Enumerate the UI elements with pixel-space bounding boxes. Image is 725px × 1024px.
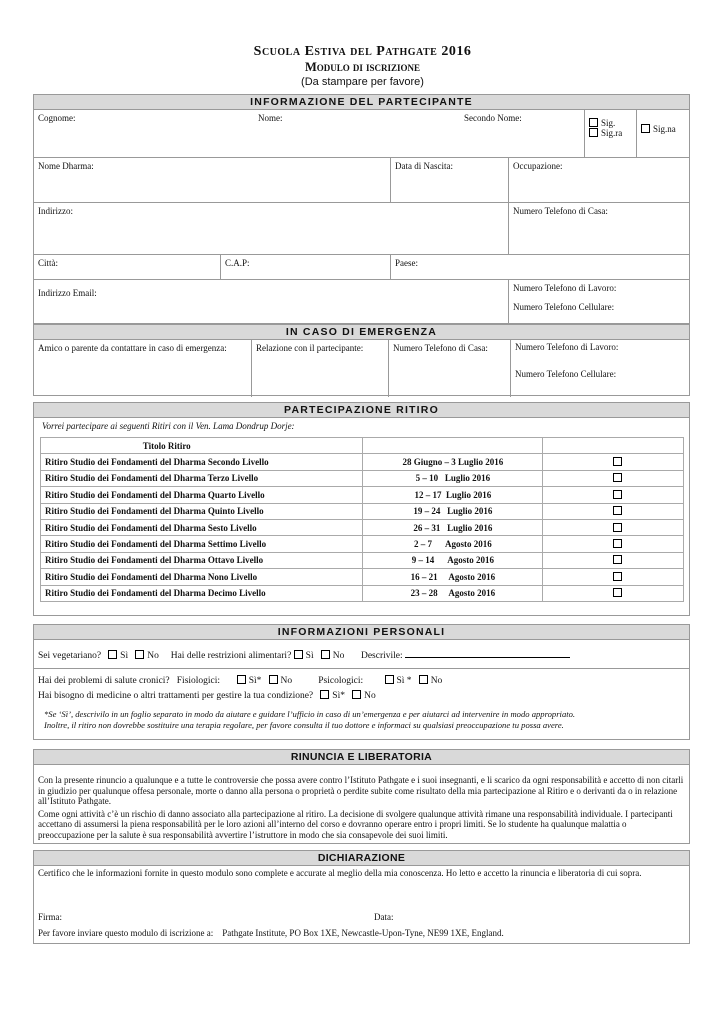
work-phone-label: Numero Telefono di Lavoro: (515, 342, 619, 352)
retreat-section (33, 402, 690, 616)
checkbox-icon[interactable] (589, 118, 598, 127)
checkbox-icon[interactable] (294, 650, 303, 659)
personal-section (33, 624, 690, 740)
section-heading: IN CASO DI EMERGENZA (34, 325, 689, 340)
emergency-phones-field[interactable] (510, 340, 690, 397)
checkbox-icon[interactable] (385, 675, 394, 684)
section-heading: RINUNCIA E LIBERATORIA (34, 750, 689, 765)
city-row (34, 255, 689, 280)
name-label: Nome: (258, 113, 283, 123)
mobile-phone-label: Numero Telefono Cellulare: (513, 302, 615, 312)
date-field[interactable]: Data: (374, 912, 394, 922)
retreat-title: Ritiro Studio dei Fondamenti del Dharma Settimo Livello (41, 536, 363, 552)
send-to-address: Per favore inviare questo modulo di iscrizione a: Pathgate Institute, PO Box 1XE, Newcastle-Upon-Tyne, NE99 1XE, England. (38, 928, 504, 938)
relation-field[interactable]: Relazione con il partecipante: (251, 340, 388, 397)
emergency-home-phone-field[interactable]: Numero Telefono di Casa: (388, 340, 510, 397)
waiver-paragraph-1: Con la presente rinuncio a qualunque e a tutte le controversie che possa avere contro l’Istituto Pathgate e i suoi insegnanti, e li scarico da ogni responsabilità e accetto di non citarli in giudizio per qualunque offesa personale, morte o danno alla persona o proprietà o perdite subite come risultato della mia partecipazione al Ritiro e o derivanti da o in relazione all’Istituto Pathgate. (38, 775, 684, 807)
retreat-date: 16 – 21 Agosto 2016 (363, 569, 543, 585)
retreat-title: Ritiro Studio dei Fondamenti del Dharma Sesto Livello (41, 519, 363, 535)
city-field[interactable]: Città: (38, 258, 58, 268)
retreat-date: 9 – 14 Agosto 2016 (363, 552, 543, 568)
retreat-date: 2 – 7 Agosto 2016 (363, 536, 543, 552)
checkbox-icon[interactable] (589, 128, 598, 137)
waiver-paragraph-2: Come ogni attività c’è un rischio di danno associato alla partecipazione al ritiro. La decisione di svolgere qualunque attività rimane una responsabilità individuale. I partecipanti accettano di assumersi la piena responsabilità per le loro azioni all’interno del corso e dovranno operare entro i propri limiti. Se lo studente ha qualunque malattia o preoccupazione per la salute è sua responsabilità avvertire l’istruttore in modo che sia consapevole dei suoi limiti. (38, 808, 673, 840)
section-heading: DICHIARAZIONE (34, 851, 689, 866)
retreat-title: Ritiro Studio dei Fondamenti del Dharma Nono Livello (41, 569, 363, 585)
checkbox-icon[interactable] (613, 490, 622, 499)
name-row (34, 110, 689, 158)
table-row (41, 503, 684, 519)
home-phone-field[interactable]: Numero Telefono di Casa: (508, 203, 690, 254)
veg-no-label: No (147, 651, 159, 661)
psycho-yes-label: Sì * (396, 676, 412, 686)
health-note-2: Inoltre, il ritiro non dovrebbe sostituire una terapia regolare, per favore consulta il tuo dottore e informaci su qualsiasi preoccupazione tu possa avere. (44, 720, 564, 730)
meds-no-label: No (364, 691, 376, 701)
veg-yes-label: Sì (120, 651, 129, 661)
checkbox-icon[interactable] (108, 650, 117, 659)
emergency-contact-field[interactable]: Amico o parente da contattare in caso di emergenza: (38, 343, 227, 353)
emergency-row (34, 340, 689, 397)
checkbox-icon[interactable] (419, 675, 428, 684)
retreat-select-cell[interactable] (543, 503, 684, 519)
table-row (41, 585, 684, 601)
sigra-option[interactable]: Sig.ra (589, 128, 632, 138)
table-row (41, 470, 684, 486)
section-heading: INFORMAZIONI PERSONALI (34, 625, 689, 640)
email-field[interactable]: Indirizzo Email: (38, 288, 97, 298)
declaration-section (33, 850, 690, 944)
birth-date-field[interactable]: Data di Nascita: (390, 158, 508, 202)
checkbox-icon[interactable] (641, 124, 650, 133)
work-mobile-field[interactable] (508, 280, 690, 325)
checkbox-icon[interactable] (613, 523, 622, 532)
diet-row (34, 640, 689, 669)
form-subtitle: Modulo di iscrizione (304, 60, 421, 74)
print-note: (Da stampare per favore) (301, 76, 424, 88)
retreat-date: 23 – 28 Agosto 2016 (363, 585, 543, 601)
mobile-phone-label: Numero Telefono Cellulare: (515, 369, 617, 379)
table-row (41, 569, 684, 585)
signa-option[interactable]: Sig.na (636, 110, 690, 157)
sig-option[interactable]: Sig. (589, 118, 632, 128)
title-options (584, 110, 636, 157)
diet-no-label: No (332, 651, 345, 661)
retreat-intro: Vorrei partecipare ai seguenti Ritiri con il Ven. Lama Dondrup Dorje: (42, 421, 295, 431)
table-row (41, 519, 684, 535)
address-row (34, 203, 689, 255)
retreat-select-cell[interactable] (543, 470, 684, 486)
describe-input[interactable] (405, 649, 570, 658)
retreat-select-cell[interactable] (543, 519, 684, 535)
checkbox-icon[interactable] (135, 650, 144, 659)
physio-label: Fisiologici: (176, 676, 221, 686)
physio-yes-label: Sì* (248, 676, 262, 686)
surname-field[interactable] (34, 110, 254, 157)
psycho-label: Psicologici: (318, 676, 364, 686)
vegetarian-label: Sei vegetariano? (38, 651, 102, 661)
checkbox-icon[interactable] (613, 555, 622, 564)
health-block (34, 669, 689, 739)
name-field[interactable] (254, 110, 460, 157)
checkbox-icon[interactable] (321, 650, 330, 659)
form-title: Scuola Estiva del Pathgate 2016 (253, 44, 472, 59)
retreat-table (40, 437, 684, 602)
retreat-date: 19 – 24 Luglio 2016 (363, 503, 543, 519)
psycho-no-label: No (430, 676, 443, 686)
second-name-label: Secondo Nome: (464, 113, 522, 123)
checkbox-icon[interactable] (237, 675, 246, 684)
waiver-section (33, 749, 690, 844)
table-row (41, 552, 684, 568)
table-row (41, 487, 684, 503)
signature-field[interactable]: Firma: (38, 912, 62, 922)
checkbox-icon[interactable] (613, 539, 622, 548)
surname-label: Cognome: (38, 113, 76, 123)
checkbox-icon[interactable] (613, 572, 622, 581)
meds-yes-label: Sì* (332, 691, 345, 701)
chronic-label: Hai dei problemi di salute cronici? (38, 676, 170, 686)
retreat-select-cell[interactable] (543, 487, 684, 503)
diet-label: Hai delle restrizioni alimentari? (170, 651, 292, 661)
retreat-date: 5 – 10 Luglio 2016 (363, 470, 543, 486)
second-name-field[interactable] (460, 110, 584, 157)
checkbox-icon[interactable] (352, 690, 361, 699)
dharma-name-field[interactable]: Nome Dharma: (38, 161, 94, 171)
checkbox-icon[interactable] (320, 690, 329, 699)
participant-section (33, 94, 690, 324)
cap-field[interactable]: C.A.P: (220, 255, 390, 279)
retreat-title: Ritiro Studio dei Fondamenti del Dharma Quinto Livello (41, 503, 363, 519)
table-header (41, 438, 684, 454)
table-row (41, 536, 684, 552)
work-phone-label: Numero Telefono di Lavoro: (513, 283, 617, 293)
checkbox-icon[interactable] (269, 675, 278, 684)
describe-label: Descrivile: (360, 651, 403, 661)
retreat-select-cell[interactable] (543, 536, 684, 552)
meds-label: Hai bisogno di medicine o altri trattamenti per gestire la tua condizione? (38, 691, 314, 701)
column-title: Titolo Ritiro (41, 438, 363, 454)
retreat-title: Ritiro Studio dei Fondamenti del Dharma Terzo Livello (41, 470, 363, 486)
table-row (41, 454, 684, 470)
physio-no-label: No (280, 676, 293, 686)
retreat-title: Ritiro Studio dei Fondamenti del Dharma Ottavo Livello (41, 552, 363, 568)
dharma-row (34, 158, 689, 203)
retreat-select-cell[interactable] (543, 585, 684, 601)
health-note-1: *Se ‘Sì’, descrivilo in un foglio separato in modo da aiutare e guidare l’ufficio in caso di un’emergenza e per aiutarci ad intervenire in modo appropriato. (44, 709, 576, 719)
retreat-title: Ritiro Studio dei Fondamenti del Dharma Quarto Livello (41, 487, 363, 503)
country-field[interactable]: Paese: (390, 255, 690, 279)
address-field[interactable]: Indirizzo: (38, 206, 73, 216)
diet-yes-label: Sì (305, 651, 314, 661)
retreat-title: Ritiro Studio dei Fondamenti del Dharma Secondo Livello (41, 454, 363, 470)
emergency-section (33, 324, 690, 396)
checkbox-icon[interactable] (613, 457, 622, 466)
checkbox-icon[interactable] (613, 473, 622, 482)
retreat-date: 26 – 31 Luglio 2016 (363, 519, 543, 535)
checkbox-icon[interactable] (613, 588, 622, 597)
declaration-text: Certifico che le informazioni fornite in questo modulo sono complete e accurate al meglio della mia conoscenza. Ho letto e accetto la rinuncia e liberatoria di cui sopra. (38, 868, 642, 878)
retreat-select-cell[interactable] (543, 569, 684, 585)
section-heading: INFORMAZIONE DEL PARTECIPANTE (34, 95, 689, 110)
retreat-select-cell[interactable] (543, 552, 684, 568)
retreat-date: 28 Giugno – 3 Luglio 2016 (363, 454, 543, 470)
section-heading: PARTECIPAZIONE RITIRO (34, 403, 689, 418)
retreat-title: Ritiro Studio dei Fondamenti del Dharma Decimo Livello (41, 585, 363, 601)
occupation-field[interactable]: Occupazione: (508, 158, 690, 202)
retreat-date: 12 – 17 Luglio 2016 (363, 487, 543, 503)
checkbox-icon[interactable] (613, 506, 622, 515)
retreat-select-cell[interactable] (543, 454, 684, 470)
email-row (34, 280, 689, 325)
